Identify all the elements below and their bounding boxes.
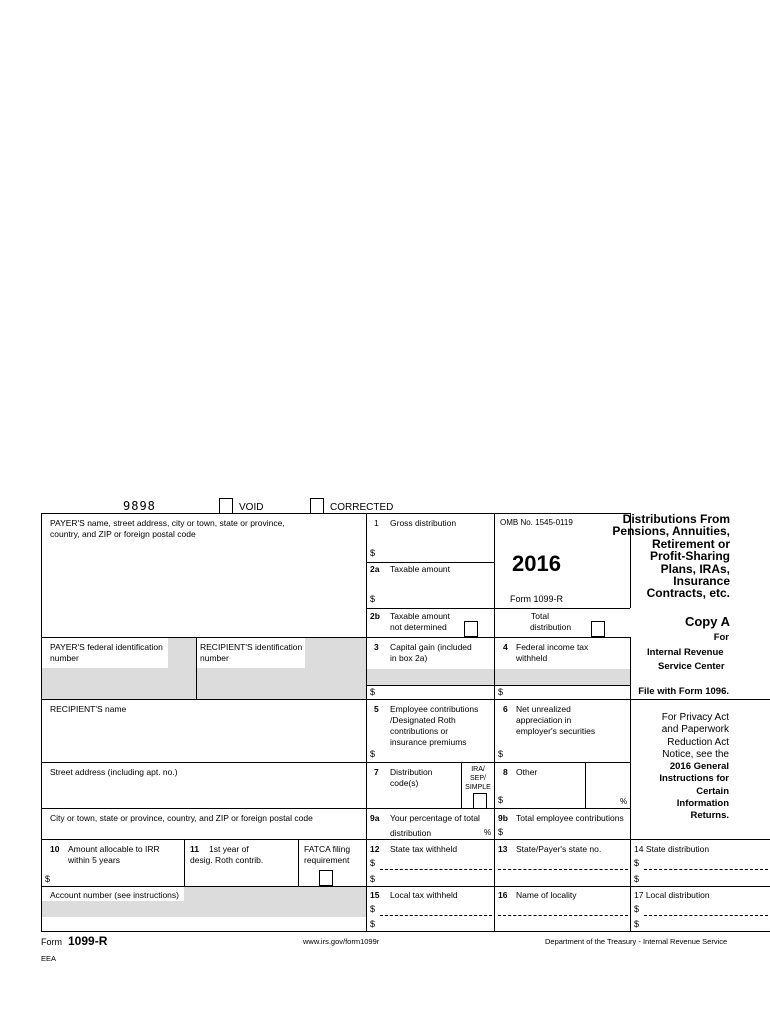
form-title-line-4: Profit-Sharing xyxy=(650,549,730,564)
box4-label: Federal income tax xyxy=(516,642,589,652)
ira-label-2: SEP/ xyxy=(470,775,486,782)
box11-number: 11 xyxy=(190,844,199,854)
box9a-percent: % xyxy=(484,828,492,837)
box14-dollar-2: $ xyxy=(634,874,640,884)
form-title-line-3: Retirement or xyxy=(651,536,730,551)
total-distribution-label: Total xyxy=(531,611,549,621)
box8-number: 8 xyxy=(503,767,508,777)
box12-number: 12 xyxy=(370,844,380,854)
void-label: VOID xyxy=(239,502,264,513)
footer-eea: EEA xyxy=(41,954,57,963)
fatca-label: FATCA filing xyxy=(304,844,351,854)
box9b-number: 9b xyxy=(498,813,508,823)
box2a-dollar: $ xyxy=(370,594,376,604)
void-checkbox[interactable] xyxy=(219,498,233,514)
box2b-label-2: not determined xyxy=(390,622,447,632)
box9b-label: Total employee contributions xyxy=(516,813,624,823)
account-shade-row xyxy=(41,901,366,917)
box4-shade xyxy=(494,669,630,685)
recipient-id-shade-label xyxy=(305,638,366,668)
ira-sep-simple-checkbox[interactable] xyxy=(473,793,487,809)
box8-dollar: $ xyxy=(498,795,504,805)
box16-label: Name of locality xyxy=(516,890,577,900)
corrected-checkbox[interactable] xyxy=(310,498,324,514)
box15-number: 15 xyxy=(370,890,380,900)
privacy-notice xyxy=(634,712,729,823)
box9a-number: 9a xyxy=(370,813,380,823)
for-label-2: Internal Revenue xyxy=(647,647,724,658)
form-title-line-6: Insurance xyxy=(673,574,730,589)
box2b-number: 2b xyxy=(370,611,380,621)
box6-label: Net unrealized xyxy=(516,704,571,714)
recipient-name-label: RECIPIENT'S name xyxy=(50,704,127,714)
box16-number: 16 xyxy=(498,890,508,900)
box12-dollar-1: $ xyxy=(370,858,376,868)
taxable-not-determined-checkbox[interactable] xyxy=(464,621,478,637)
box11-label: 1st year of xyxy=(209,844,249,854)
payer-id-shade-label xyxy=(168,638,196,668)
total-distribution-checkbox[interactable] xyxy=(591,621,605,637)
box2a-label: Taxable amount xyxy=(390,564,451,574)
street-address-label: Street address (including apt. no.) xyxy=(50,767,178,777)
box3-number: 3 xyxy=(374,642,379,652)
box17-label: 17 Local distribution xyxy=(634,890,710,900)
box9a-label-2: distribution xyxy=(390,828,432,838)
box2a-number: 2a xyxy=(370,564,380,574)
tax-year: 2016 xyxy=(512,551,561,576)
box5-label-4: insurance premiums xyxy=(390,737,467,747)
box12-dollar-2: $ xyxy=(370,874,376,884)
payer-name-label-2: country, and ZIP or foreign postal code xyxy=(50,529,196,539)
box12-label: State tax withheld xyxy=(390,844,458,854)
payer-id-shade xyxy=(41,668,196,699)
box1-number: 1 xyxy=(374,518,379,528)
box15-label: Local tax withheld xyxy=(390,890,458,900)
privacy-line-5: 2016 General xyxy=(669,761,729,773)
privacy-line-8: Information xyxy=(676,798,729,810)
form-title-line-5: Plans, IRAs, xyxy=(660,561,730,576)
box9a-label: Your percentage of total xyxy=(390,813,480,823)
footer-department: Department of the Treasury - Internal Revenue Service xyxy=(545,937,728,946)
ira-label: IRA/ xyxy=(471,766,485,773)
box13-label: State/Payer's state no. xyxy=(516,844,602,854)
box5-label: Employee contributions xyxy=(390,704,479,714)
box5-dollar: $ xyxy=(370,749,376,759)
copy-label: Copy A xyxy=(684,614,730,629)
box3-dollar: $ xyxy=(370,687,376,697)
box15-dollar-2: $ xyxy=(370,919,376,929)
box1-dollar: $ xyxy=(370,548,376,558)
box3-shade xyxy=(366,669,494,685)
footer-form-number: 1099-R xyxy=(68,934,108,948)
box6-dollar: $ xyxy=(498,749,504,759)
box15-dollar-1: $ xyxy=(370,904,376,914)
box8-label: Other xyxy=(516,767,538,777)
form-title xyxy=(600,513,730,600)
total-distribution-label-2: distribution xyxy=(530,622,572,632)
payer-federal-id-label-2: number xyxy=(50,653,79,663)
box7-label-2: code(s) xyxy=(390,778,419,788)
account-number-label: Account number (see instructions) xyxy=(50,890,179,900)
recipient-id-label-2: number xyxy=(200,653,229,663)
for-label: For xyxy=(713,632,729,643)
city-label: City or town, state or province, country, and ZIP or foreign postal code xyxy=(50,813,313,823)
omb-number: OMB No. 1545-0119 xyxy=(500,518,573,527)
file-with-label: File with Form 1096. xyxy=(638,686,729,697)
footer-form-word: Form xyxy=(41,937,62,947)
box10-number: 10 xyxy=(50,844,60,854)
box11-label-2: desig. Roth contrib. xyxy=(190,855,264,865)
privacy-line-1: For Privacy Act xyxy=(661,712,729,723)
privacy-line-3: Reduction Act xyxy=(667,736,729,748)
recipient-id-label: RECIPIENT'S identification xyxy=(200,642,303,652)
form-title-line-2: Pensions, Annuities, xyxy=(612,524,730,539)
recipient-id-shade xyxy=(196,668,366,699)
box3-label: Capital gain (included xyxy=(390,642,472,652)
box6-label-3: employer's securities xyxy=(516,726,596,736)
box14-label: 14 State distribution xyxy=(634,844,710,854)
box17-dollar-2: $ xyxy=(634,919,640,929)
fatca-checkbox[interactable] xyxy=(319,870,333,886)
privacy-line-2: and Paperwork xyxy=(661,724,729,736)
box2b-label: Taxable amount xyxy=(390,611,451,621)
for-label-3: Service Center xyxy=(658,661,725,672)
box4-number: 4 xyxy=(503,642,508,652)
fatca-label-2: requirement xyxy=(304,855,350,865)
form-title-line-1: Distributions From xyxy=(622,512,730,526)
account-shade xyxy=(184,887,366,901)
box6-number: 6 xyxy=(503,704,508,714)
box9b-dollar: $ xyxy=(498,827,504,837)
privacy-line-4: Notice, see the xyxy=(662,748,729,760)
ira-label-3: SIMPLE xyxy=(465,784,491,791)
box5-label-3: contributions or xyxy=(390,726,449,736)
box4-label-2: withheld xyxy=(516,653,548,663)
privacy-line-9: Returns. xyxy=(690,810,729,822)
form-label-top: Form 1099-R xyxy=(510,594,564,604)
privacy-line-6: Instructions for xyxy=(659,773,729,785)
box10-label: Amount allocable to IRR xyxy=(68,844,160,854)
box4-dollar: $ xyxy=(498,687,504,697)
box7-label: Distribution xyxy=(390,767,433,777)
box1-label: Gross distribution xyxy=(390,518,457,528)
box5-number: 5 xyxy=(374,704,379,714)
corrected-label: CORRECTED xyxy=(330,502,394,513)
privacy-line-7: Certain xyxy=(696,785,729,797)
payer-federal-id-label: PAYER'S federal identification xyxy=(50,642,163,652)
form-code: 9898 xyxy=(123,499,156,513)
box10-label-2: within 5 years xyxy=(68,855,120,865)
payer-name-label: PAYER'S name, street address, city or town, state or province, xyxy=(50,518,285,528)
box14-dollar-1: $ xyxy=(634,858,640,868)
box6-label-2: appreciation in xyxy=(516,715,572,725)
form-title-line-7: Contracts, etc. xyxy=(646,586,730,601)
box10-dollar: $ xyxy=(45,874,51,884)
box3-label-2: in box 2a) xyxy=(390,653,428,663)
box8-percent: % xyxy=(620,797,628,806)
box17-dollar-1: $ xyxy=(634,904,640,914)
footer-url: www.irs.gov/form1099r xyxy=(303,937,380,946)
box13-number: 13 xyxy=(498,844,508,854)
box5-label-2: /Designated Roth xyxy=(390,715,456,725)
box7-number: 7 xyxy=(374,767,379,777)
